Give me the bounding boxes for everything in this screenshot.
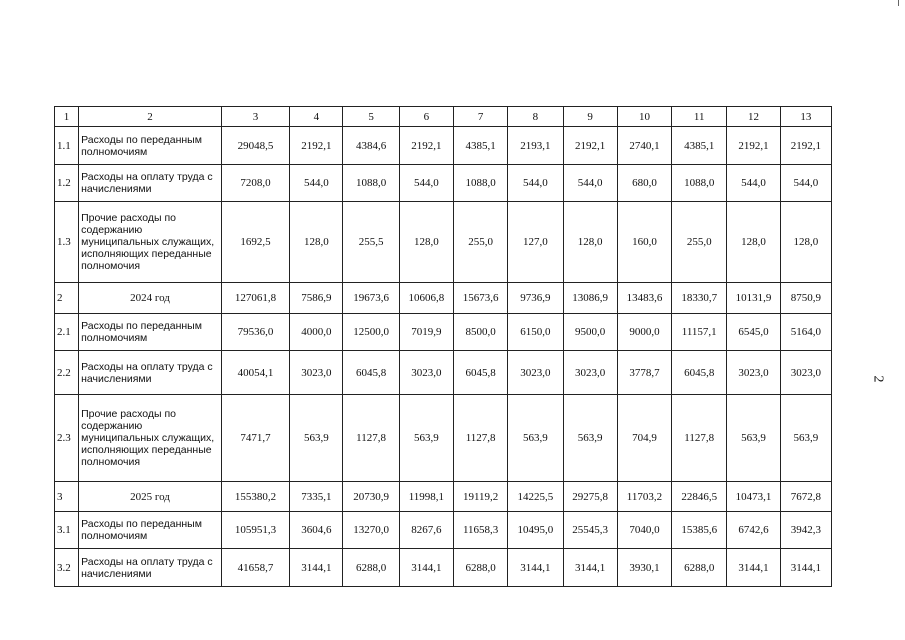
- row-name: Расходы на оплату труда с начислениями: [79, 165, 222, 202]
- value-cell: 563,9: [290, 395, 343, 482]
- value-cell: 7335,1: [290, 482, 343, 512]
- header-cell: 1: [55, 107, 79, 127]
- value-cell: 1088,0: [343, 165, 399, 202]
- value-cell: 11703,2: [617, 482, 671, 512]
- value-cell: 563,9: [508, 395, 563, 482]
- value-cell: 1127,8: [454, 395, 508, 482]
- value-cell: 6288,0: [672, 549, 727, 587]
- row-code: 2.2: [55, 351, 79, 395]
- table-row: [55, 512, 832, 549]
- value-cell: 2192,1: [727, 127, 780, 165]
- value-cell: 128,0: [290, 202, 343, 283]
- value-cell: 544,0: [508, 165, 563, 202]
- value-cell: 18330,7: [672, 283, 727, 314]
- value-cell: 3144,1: [290, 549, 343, 587]
- value-cell: 25545,3: [563, 512, 617, 549]
- value-cell: 1127,8: [672, 395, 727, 482]
- value-cell: 7586,9: [290, 283, 343, 314]
- value-cell: 15385,6: [672, 512, 727, 549]
- header-cell: 12: [727, 107, 780, 127]
- value-cell: 6045,8: [672, 351, 727, 395]
- value-cell: 3778,7: [617, 351, 671, 395]
- table-row: [55, 482, 832, 512]
- value-cell: 4000,0: [290, 314, 343, 351]
- value-cell: 12500,0: [343, 314, 399, 351]
- table-row: [55, 351, 832, 395]
- table-row: [55, 127, 832, 165]
- row-name: Расходы на оплату труда с начислениями: [79, 549, 222, 587]
- header-cell: 4: [290, 107, 343, 127]
- value-cell: 2192,1: [780, 127, 831, 165]
- value-cell: 10495,0: [508, 512, 563, 549]
- value-cell: 1088,0: [672, 165, 727, 202]
- value-cell: 20730,9: [343, 482, 399, 512]
- value-cell: 8500,0: [454, 314, 508, 351]
- row-code: 1.2: [55, 165, 79, 202]
- value-cell: 9500,0: [563, 314, 617, 351]
- header-cell: 9: [563, 107, 617, 127]
- value-cell: 563,9: [563, 395, 617, 482]
- value-cell: 3144,1: [727, 549, 780, 587]
- value-cell: 6045,8: [454, 351, 508, 395]
- row-name: Прочие расходы по содержанию муниципальных служащих, исполняющих переданные полномочия: [79, 202, 222, 283]
- table-row: [55, 395, 832, 482]
- value-cell: 563,9: [727, 395, 780, 482]
- value-cell: 7672,8: [780, 482, 831, 512]
- value-cell: 13483,6: [617, 283, 671, 314]
- row-code: 2.3: [55, 395, 79, 482]
- header-cell: 5: [343, 107, 399, 127]
- value-cell: 29275,8: [563, 482, 617, 512]
- row-name: Расходы по переданным полномочиям: [79, 127, 222, 165]
- header-cell: 6: [399, 107, 453, 127]
- row-code: 2: [55, 283, 79, 314]
- row-name: Прочие расходы по содержанию муниципальных служащих, исполняющих переданные полномочия: [79, 395, 222, 482]
- value-cell: 3023,0: [399, 351, 453, 395]
- header-cell: 10: [617, 107, 671, 127]
- value-cell: 128,0: [727, 202, 780, 283]
- value-cell: 1088,0: [454, 165, 508, 202]
- value-cell: 4385,1: [672, 127, 727, 165]
- page-number: 2: [870, 375, 886, 383]
- row-code: 1.3: [55, 202, 79, 283]
- value-cell: 3930,1: [617, 549, 671, 587]
- table-row: [55, 283, 832, 314]
- value-cell: 128,0: [780, 202, 831, 283]
- value-cell: 5164,0: [780, 314, 831, 351]
- value-cell: 79536,0: [221, 314, 289, 351]
- row-code: 2.1: [55, 314, 79, 351]
- value-cell: 255,0: [454, 202, 508, 283]
- value-cell: 127061,8: [221, 283, 289, 314]
- value-cell: 2193,1: [508, 127, 563, 165]
- value-cell: 15673,6: [454, 283, 508, 314]
- value-cell: 3023,0: [563, 351, 617, 395]
- row-name: Расходы по переданным полномочиям: [79, 314, 222, 351]
- value-cell: 10131,9: [727, 283, 780, 314]
- value-cell: 6545,0: [727, 314, 780, 351]
- row-code: 3.1: [55, 512, 79, 549]
- value-cell: 22846,5: [672, 482, 727, 512]
- table-row: [55, 165, 832, 202]
- table-row: [55, 549, 832, 587]
- year-label: 2024 год: [79, 283, 222, 314]
- value-cell: 2192,1: [399, 127, 453, 165]
- value-cell: 563,9: [399, 395, 453, 482]
- value-cell: 2740,1: [617, 127, 671, 165]
- value-cell: 10473,1: [727, 482, 780, 512]
- value-cell: 11157,1: [672, 314, 727, 351]
- value-cell: 155380,2: [221, 482, 289, 512]
- table-row: [55, 314, 832, 351]
- value-cell: 13086,9: [563, 283, 617, 314]
- value-cell: 1127,8: [343, 395, 399, 482]
- value-cell: 2192,1: [290, 127, 343, 165]
- value-cell: 3023,0: [780, 351, 831, 395]
- row-code: 3: [55, 482, 79, 512]
- value-cell: 3023,0: [508, 351, 563, 395]
- header-cell: 2: [79, 107, 222, 127]
- value-cell: 4384,6: [343, 127, 399, 165]
- value-cell: 704,9: [617, 395, 671, 482]
- value-cell: 127,0: [508, 202, 563, 283]
- value-cell: 29048,5: [221, 127, 289, 165]
- value-cell: 6288,0: [343, 549, 399, 587]
- value-cell: 19119,2: [454, 482, 508, 512]
- header-cell: 8: [508, 107, 563, 127]
- value-cell: 40054,1: [221, 351, 289, 395]
- value-cell: 3023,0: [727, 351, 780, 395]
- value-cell: 544,0: [563, 165, 617, 202]
- value-cell: 41658,7: [221, 549, 289, 587]
- row-name: Расходы на оплату труда с начислениями: [79, 351, 222, 395]
- value-cell: 19673,6: [343, 283, 399, 314]
- value-cell: 7019,9: [399, 314, 453, 351]
- header-cell: 3: [221, 107, 289, 127]
- table-row: [55, 202, 832, 283]
- value-cell: 680,0: [617, 165, 671, 202]
- row-code: 1.1: [55, 127, 79, 165]
- value-cell: 1692,5: [221, 202, 289, 283]
- value-cell: 3144,1: [508, 549, 563, 587]
- value-cell: 544,0: [727, 165, 780, 202]
- value-cell: 7208,0: [221, 165, 289, 202]
- value-cell: 128,0: [563, 202, 617, 283]
- value-cell: 10606,8: [399, 283, 453, 314]
- row-code: 3.2: [55, 549, 79, 587]
- value-cell: 105951,3: [221, 512, 289, 549]
- row-name: Расходы по переданным полномочиям: [79, 512, 222, 549]
- value-cell: 255,0: [672, 202, 727, 283]
- value-cell: 7471,7: [221, 395, 289, 482]
- value-cell: 7040,0: [617, 512, 671, 549]
- value-cell: 3144,1: [780, 549, 831, 587]
- header-cell: 11: [672, 107, 727, 127]
- header-cell: 7: [454, 107, 508, 127]
- header-row: [55, 107, 832, 127]
- year-label: 2025 год: [79, 482, 222, 512]
- value-cell: 544,0: [399, 165, 453, 202]
- value-cell: 544,0: [780, 165, 831, 202]
- value-cell: 6742,6: [727, 512, 780, 549]
- value-cell: 255,5: [343, 202, 399, 283]
- value-cell: 13270,0: [343, 512, 399, 549]
- value-cell: 6150,0: [508, 314, 563, 351]
- value-cell: 8750,9: [780, 283, 831, 314]
- value-cell: 6045,8: [343, 351, 399, 395]
- value-cell: 14225,5: [508, 482, 563, 512]
- value-cell: 8267,6: [399, 512, 453, 549]
- value-cell: 3023,0: [290, 351, 343, 395]
- value-cell: 6288,0: [454, 549, 508, 587]
- value-cell: 544,0: [290, 165, 343, 202]
- value-cell: 128,0: [399, 202, 453, 283]
- value-cell: 9736,9: [508, 283, 563, 314]
- value-cell: 11998,1: [399, 482, 453, 512]
- value-cell: 3604,6: [290, 512, 343, 549]
- value-cell: 3144,1: [399, 549, 453, 587]
- value-cell: 563,9: [780, 395, 831, 482]
- value-cell: 160,0: [617, 202, 671, 283]
- scan-corner-mark: [898, 0, 903, 6]
- header-cell: 13: [780, 107, 831, 127]
- value-cell: 9000,0: [617, 314, 671, 351]
- value-cell: 3144,1: [563, 549, 617, 587]
- budget-table: [54, 106, 832, 587]
- value-cell: 4385,1: [454, 127, 508, 165]
- value-cell: 2192,1: [563, 127, 617, 165]
- value-cell: 3942,3: [780, 512, 831, 549]
- value-cell: 11658,3: [454, 512, 508, 549]
